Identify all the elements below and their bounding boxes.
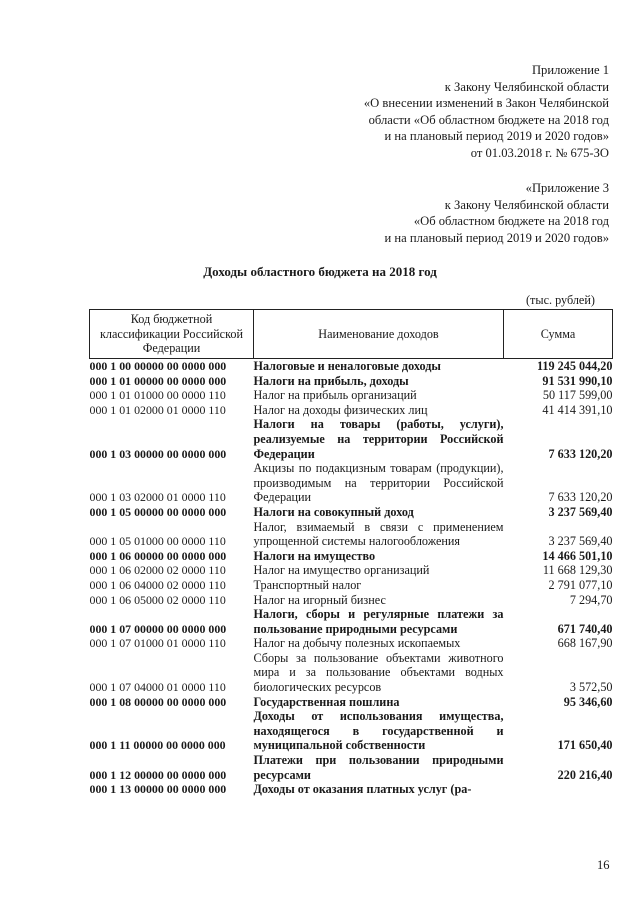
amount-cell: 95 346,60 [563, 694, 613, 709]
table-row [90, 782, 613, 797]
amount-cell: 91 531 990,10 [542, 373, 613, 388]
appendix-3-line: «Приложение 3 [525, 181, 609, 195]
header-amount: Сумма [504, 310, 613, 359]
appendix-3-line: «Об областном бюджете на 2018 год [413, 214, 609, 229]
table-row [90, 417, 613, 461]
table-row [90, 563, 613, 578]
name-cell: Налоги на совокупный доход [253, 504, 414, 519]
table-row [90, 549, 613, 564]
code-cell: 000 1 03 02000 01 0000 110 [89, 490, 226, 505]
code-cell: 000 1 11 00000 00 0000 000 [89, 738, 226, 753]
page-number: 16 [597, 858, 610, 872]
table-row [90, 695, 613, 710]
header-code: Код бюджетной классификации Российской Федерации [90, 310, 254, 359]
amount-cell: 119 245 044,20 [537, 359, 613, 373]
name-cell: Налог на игорный бизнес [253, 592, 386, 607]
table-body [90, 359, 613, 797]
amount-cell: 2 791 077,10 [548, 577, 613, 592]
name-cell: Налоги на имущество [253, 548, 376, 563]
table-row [90, 636, 613, 651]
code-cell: 000 1 01 00000 00 0000 000 [89, 373, 227, 388]
amount-cell: 220 216,40 [557, 767, 613, 782]
amount-cell: 7 633 120,20 [548, 446, 613, 461]
name-cell: Налоги, сборы и регулярные платежи за пользование природными ресурсами [253, 607, 504, 636]
code-cell: 000 1 05 00000 00 0000 000 [89, 504, 227, 519]
amount-cell: 3 237 569,40 [548, 534, 613, 549]
name-cell: Транспортный налог [253, 577, 362, 592]
appendix-1-line: Приложение 1 [531, 63, 609, 77]
code-cell: 000 1 07 01000 01 0000 110 [89, 636, 226, 651]
name-cell: Налог на прибыль организаций [253, 388, 417, 403]
amount-cell: 41 414 391,10 [542, 402, 613, 417]
code-cell: 000 1 07 04000 01 0000 110 [89, 680, 226, 695]
name-cell: Акцизы по подакцизным товарам (продукции), производимым на территории Российской Федерации [253, 461, 504, 505]
appendix-1-line: и на плановый период 2019 и 2020 годов» [384, 129, 609, 144]
amount-cell [504, 782, 613, 797]
amount-cell: 14 466 501,10 [542, 548, 613, 563]
table-row [90, 651, 613, 695]
code-cell: 000 1 07 00000 00 0000 000 [89, 621, 227, 636]
name-cell: Сборы за пользование объектами животного мира и за пользование объектами водных биологических ресурсов [253, 650, 504, 695]
code-cell: 000 1 03 00000 00 0000 000 [89, 446, 227, 461]
code-cell: 000 1 00 00000 00 0000 000 [89, 359, 227, 373]
name-cell: Налог на доходы физических лиц [253, 402, 428, 417]
table-header-row [90, 310, 613, 359]
appendix-3-line: к Закону Челябинской области [444, 197, 609, 212]
appendix-1-line: области «Об областном бюджете на 2018 год [368, 112, 609, 127]
table-row [90, 505, 613, 520]
code-cell: 000 1 06 02000 02 0000 110 [89, 563, 226, 578]
amount-cell: 50 117 599,00 [542, 388, 613, 403]
revenue-table [89, 309, 613, 797]
name-cell: Доходы от использования имущества, находящегося в государственной и муниципальной собственности [253, 709, 504, 753]
amount-cell: 171 650,40 [557, 738, 613, 753]
units-label: (тыс. рублей) [526, 293, 595, 307]
code-cell: 000 1 13 00000 00 0000 000 [89, 782, 227, 797]
table-row [90, 709, 613, 753]
amount-cell: 11 668 129,30 [542, 563, 613, 578]
code-cell: 000 1 08 00000 00 0000 000 [89, 694, 227, 709]
code-cell: 000 1 01 02000 01 0000 110 [89, 402, 226, 417]
table-row [90, 461, 613, 505]
appendix-1-line: от 01.03.2018 г. № 675-ЗО [470, 145, 609, 160]
table-row [90, 578, 613, 593]
amount-cell: 7 633 120,20 [548, 490, 613, 505]
code-cell: 000 1 12 00000 00 0000 000 [89, 767, 227, 782]
name-cell: Платежи при пользовании природными ресурсами [253, 753, 504, 782]
table-row [90, 374, 613, 389]
code-cell: 000 1 01 01000 00 0000 110 [89, 388, 226, 403]
table-row [90, 388, 613, 403]
name-cell: Налоговые и неналоговые доходы [253, 359, 441, 373]
amount-cell: 7 294,70 [569, 592, 613, 607]
appendix-3-line: и на плановый период 2019 и 2020 годов» [384, 230, 609, 245]
amount-cell: 3 237 569,40 [548, 504, 613, 519]
code-cell: 000 1 06 05000 02 0000 110 [89, 592, 226, 607]
amount-cell: 671 740,40 [557, 621, 613, 636]
amount-cell: 668 167,90 [557, 636, 613, 651]
table-row [90, 607, 613, 636]
name-cell: Налоги на прибыль, доходы [253, 373, 409, 388]
amount-cell: 3 572,50 [569, 680, 613, 695]
header-name: Наименование доходов [254, 310, 504, 359]
document-title: Доходы областного бюджета на 2018 год [203, 264, 437, 279]
appendix-3-header [385, 180, 609, 246]
name-cell: Налог на добычу полезных ископаемых [253, 636, 461, 651]
table-row [90, 403, 613, 418]
name-cell: Доходы от оказания платных услуг (ра- [253, 782, 472, 797]
table-row [90, 520, 613, 549]
appendix-1-line: «О внесении изменений в Закон Челябинской [363, 96, 609, 111]
table-row [90, 753, 613, 782]
appendix-1-header [364, 62, 609, 162]
code-cell: 000 1 06 00000 00 0000 000 [89, 548, 227, 563]
name-cell: Государственная пошлина [253, 694, 400, 709]
table-row [90, 593, 613, 608]
appendix-1-line: к Закону Челябинской области [444, 79, 609, 94]
table-row [90, 359, 613, 374]
code-cell: 000 1 06 04000 02 0000 110 [89, 577, 226, 592]
name-cell: Налог на имущество организаций [253, 563, 430, 578]
name-cell: Налоги на товары (работы, услуги), реализуемые на территории Российской Федерации [253, 417, 504, 461]
code-cell: 000 1 05 01000 00 0000 110 [89, 534, 226, 549]
name-cell: Налог, взимаемый в связи с применением упрощенной системы налогообложения [253, 519, 504, 549]
